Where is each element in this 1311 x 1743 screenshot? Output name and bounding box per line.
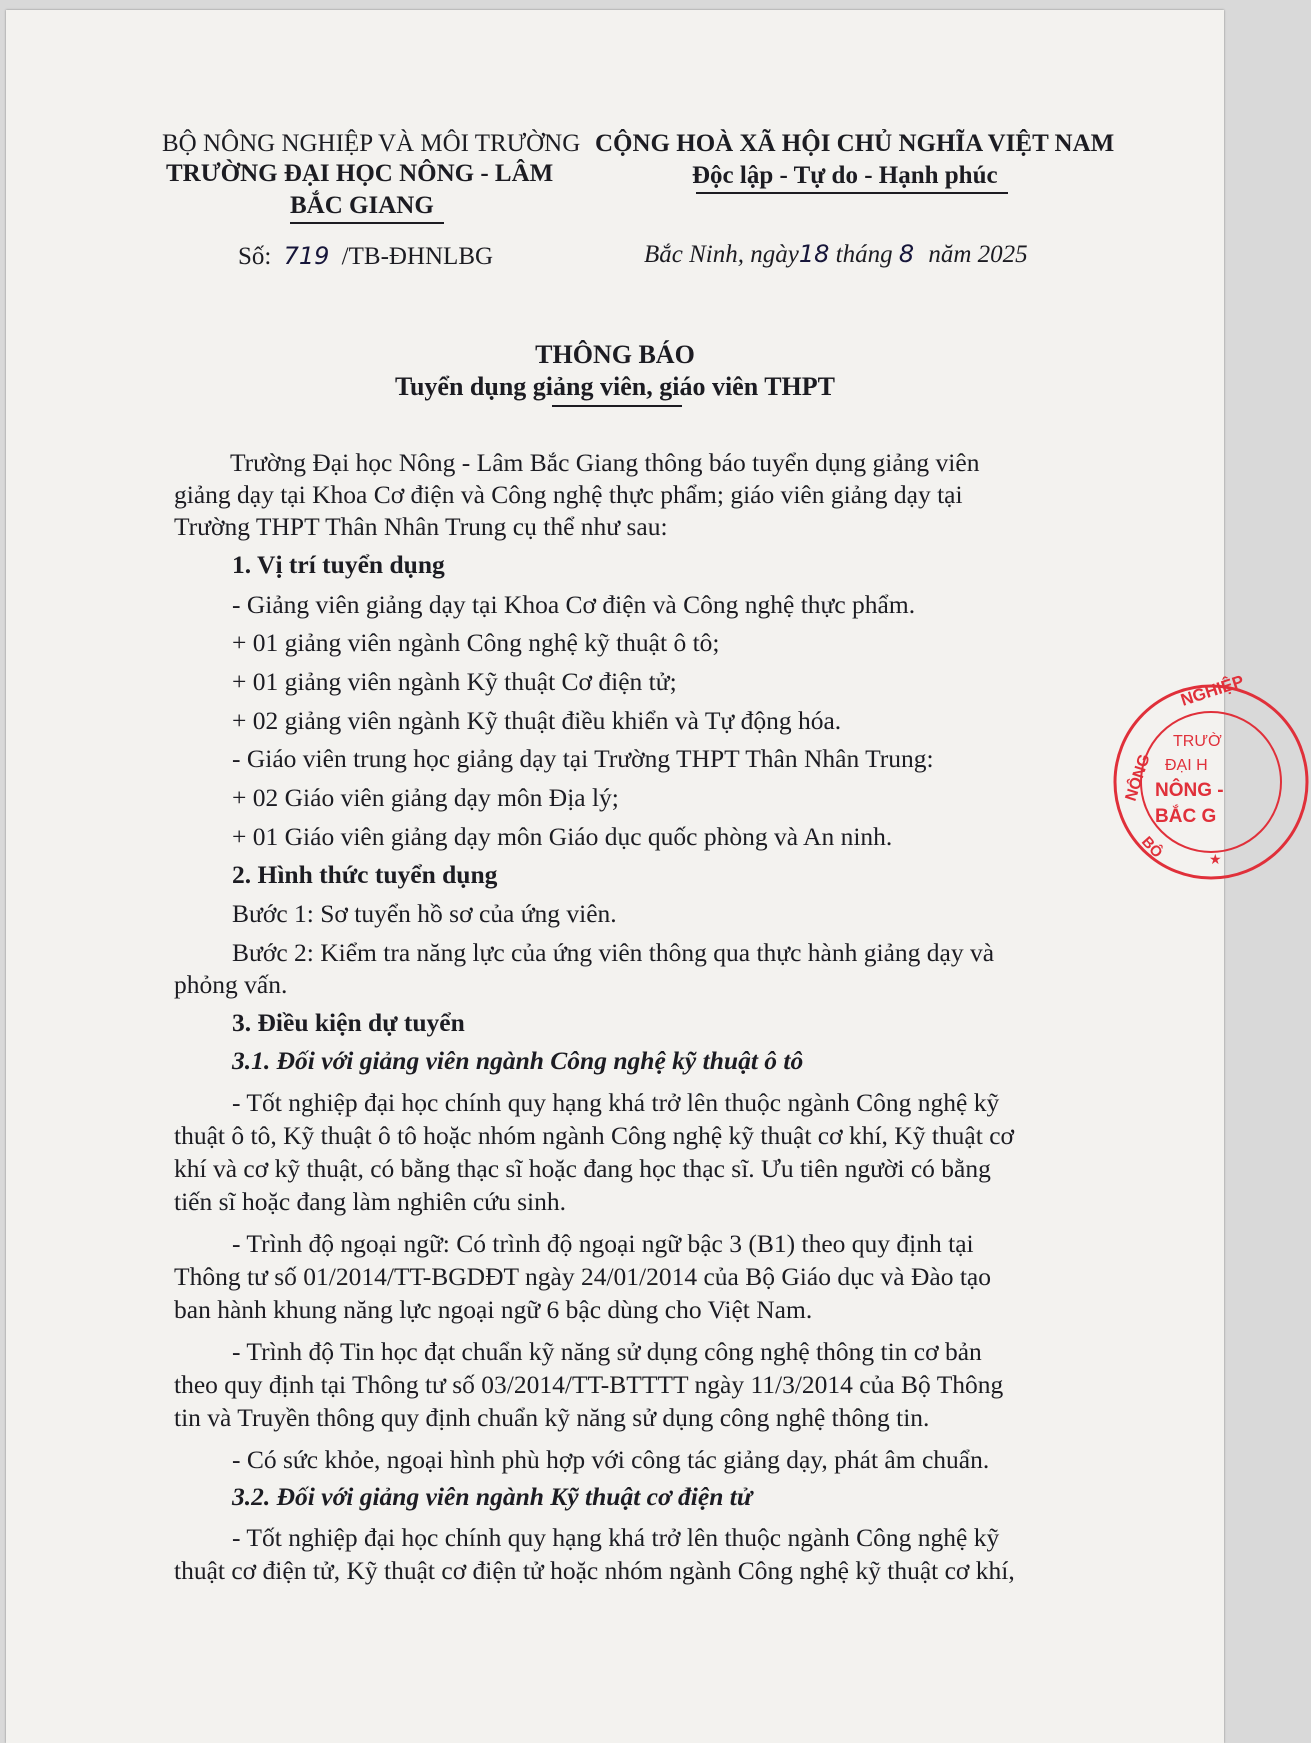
section2-heading: 2. Hình thức tuyển dụng	[232, 860, 498, 889]
intro-line-2: giảng dạy tại Khoa Cơ điện và Công nghệ thực phẩm; giáo viên giảng dạy tại	[174, 480, 963, 509]
section3-1-p3-line1: - Trình độ Tin học đạt chuẩn kỹ năng sử dụng công nghệ thông tin cơ bản	[232, 1337, 982, 1366]
stamp-ring-text: NGHIỆP	[1178, 671, 1247, 710]
stamp-star-icon: ★	[1209, 852, 1222, 868]
section1-item: + 01 giảng viên ngành Kỹ thuật Cơ điện tử;	[232, 667, 677, 696]
stamp-ring-bottom: BỘ	[1138, 833, 1166, 862]
number-suffix: /TB-ĐHNLBG	[341, 243, 494, 270]
section2-step2-line1: Bước 2: Kiểm tra năng lực của ứng viên thông qua thực hành giảng dạy và	[232, 938, 995, 967]
section3-1-p2-line2: Thông tư số 01/2014/TT-BGDĐT ngày 24/01/2014 của Bộ Giáo dục và Đào tạo	[174, 1262, 991, 1291]
section3-heading: 3. Điều kiện dự tuyển	[232, 1008, 465, 1037]
section3-1-p1-line3: khí và cơ kỹ thuật, có bằng thạc sĩ hoặc đang học thạc sĩ. Ưu tiên người có bằng	[174, 1154, 991, 1183]
section1-item: + 02 Giáo viên giảng dạy môn Địa lý;	[232, 783, 619, 812]
section3-1-p4: - Có sức khỏe, ngoại hình phù hợp với công tác giảng dạy, phát âm chuẩn.	[232, 1445, 990, 1474]
intro-line-3: Trường THPT Thân Nhân Trung cụ thể như sau:	[174, 512, 668, 541]
motto-underline	[696, 192, 1008, 194]
date-month: 8	[898, 240, 915, 268]
document-page	[6, 10, 1247, 1743]
document-subtitle: Tuyển dụng giảng viên, giáo viên THPT	[395, 372, 835, 401]
stamp-inner-line1: TRƯỜ	[1173, 733, 1222, 750]
document-title: THÔNG BÁO	[535, 340, 695, 369]
national-motto: Độc lập - Tự do - Hạnh phúc	[692, 162, 998, 189]
school-name-line2: BẮC GIANG	[290, 192, 434, 219]
section3-2-p1-line1: - Tốt nghiệp đại học chính quy hạng khá trở lên thuộc ngành Công nghệ kỹ	[232, 1523, 1000, 1552]
section3-1-p1-line4: tiến sĩ hoặc đang làm nghiên cứu sinh.	[174, 1187, 566, 1216]
ministry-name: BỘ NÔNG NGHIỆP VÀ MÔI TRƯỜNG	[162, 130, 581, 157]
section3-1-p3-line3: tin và Truyền thông quy định chuẩn kỹ năng sử dụng công nghệ thông tin.	[174, 1403, 930, 1432]
section1-item: + 01 giảng viên ngành Công nghệ kỹ thuật ô tô;	[232, 628, 720, 657]
section3-1-p3-line2: theo quy định tại Thông tư số 03/2014/TT-BTTTT ngày 11/3/2014 của Bộ Thông	[174, 1370, 1004, 1399]
section3-1-p1-line2: thuật ô tô, Kỹ thuật ô tô hoặc nhóm ngành Công nghệ kỹ thuật cơ khí, Kỹ thuật cơ	[174, 1121, 1015, 1150]
section1-item: + 02 giảng viên ngành Kỹ thuật điều khiển và Tự động hóa.	[232, 706, 842, 735]
section1-item: - Giảng viên giảng dạy tại Khoa Cơ điện và Công nghệ thực phẩm.	[232, 590, 916, 619]
section3-1-heading: 3.1. Đối với giảng viên ngành Công nghệ kỹ thuật ô tô	[232, 1046, 804, 1075]
section3-1-p2-line1: - Trình độ ngoại ngữ: Có trình độ ngoại ngữ bậc 3 (B1) theo quy định tại	[232, 1229, 974, 1258]
date-year: năm 2025	[928, 241, 1028, 268]
stamp-ring-left: NÔNG	[1122, 752, 1154, 804]
country-name: CỘNG HOÀ XÃ HỘI CHỦ NGHĨA VIỆT NAM	[595, 130, 1115, 157]
section3-1-p1-line1: - Tốt nghiệp đại học chính quy hạng khá trở lên thuộc ngành Công nghệ kỹ	[232, 1088, 1000, 1117]
stamp-inner-line4: BẮC G	[1155, 806, 1217, 827]
stamp-inner-line3: NÔNG -	[1155, 780, 1224, 801]
stamp-inner-line2: ĐẠI H	[1165, 757, 1208, 774]
section1-item: - Giáo viên trung học giảng dạy tại Trường THPT Thân Nhân Trung:	[232, 744, 934, 773]
date-prefix: Bắc Ninh, ngày	[644, 241, 799, 268]
document-number	[238, 242, 493, 271]
intro-line-1: Trường Đại học Nông - Lâm Bắc Giang thông báo tuyển dụng giảng viên	[230, 448, 980, 477]
official-seal-stamp	[1111, 671, 1311, 882]
number-handwritten: 719	[283, 242, 330, 270]
subtitle-underline	[552, 405, 682, 407]
section3-2-heading: 3.2. Đối với giảng viên ngành Kỹ thuật cơ điện tử	[232, 1482, 753, 1511]
section3-1-p2-line3: ban hành khung năng lực ngoại ngữ 6 bậc dùng cho Việt Nam.	[174, 1295, 813, 1324]
number-label: Số:	[238, 243, 272, 270]
section1-item: + 01 Giáo viên giảng dạy môn Giáo dục quốc phòng và An ninh.	[232, 822, 893, 851]
section3-2-p1-line2: thuật cơ điện tử, Kỹ thuật cơ điện tử hoặc nhóm ngành Công nghệ kỹ thuật cơ khí,	[174, 1556, 1015, 1585]
school-underline	[290, 222, 444, 224]
section2-step1: Bước 1: Sơ tuyển hồ sơ của ứng viên.	[232, 899, 617, 928]
section2-step2-line2: phỏng vấn.	[174, 970, 288, 999]
date-day: 18	[798, 240, 830, 268]
date-month-label: tháng	[835, 241, 893, 268]
section1-heading: 1. Vị trí tuyển dụng	[232, 550, 445, 579]
school-name-line1: TRƯỜNG ĐẠI HỌC NÔNG - LÂM	[166, 160, 554, 187]
document-date	[644, 240, 1028, 269]
